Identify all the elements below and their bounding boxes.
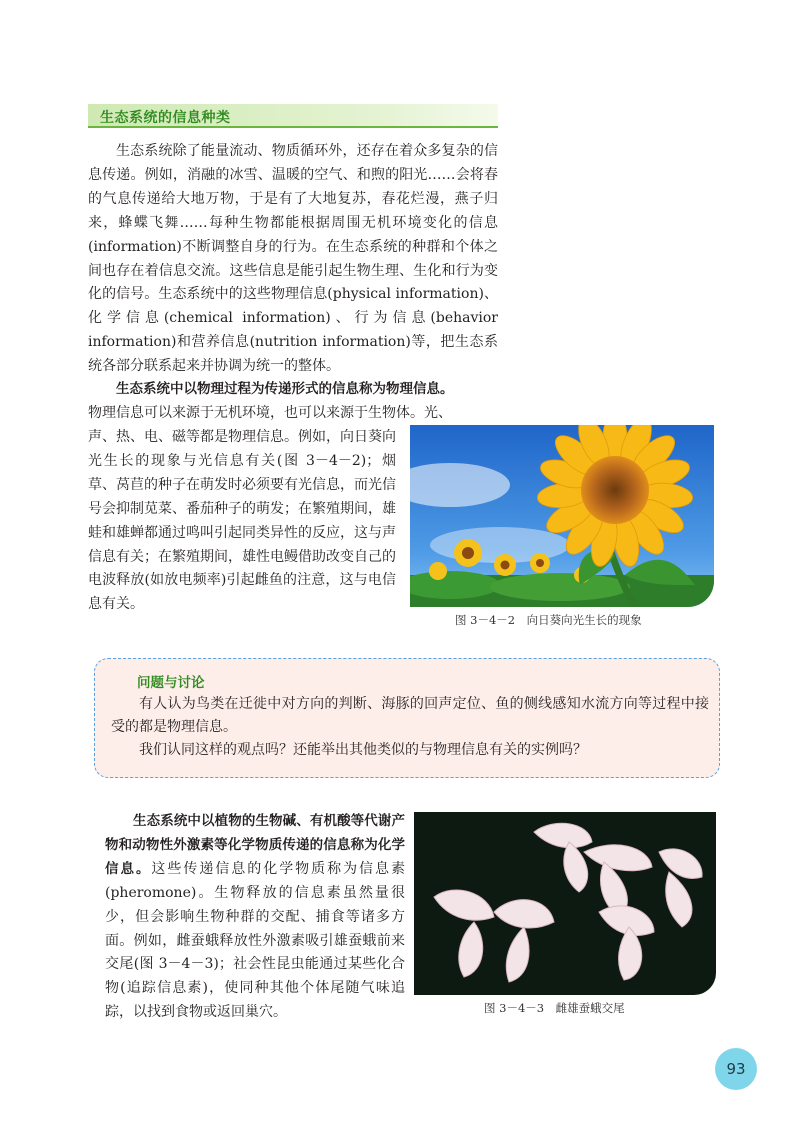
paragraph-intro-text: 生态系统除了能量流动、物质循环外，还存在着众多复杂的信息传递。例如，消融的冰雪、温暖的空气、和煦的阳光……会将春的气息传递给大地万物，于是有了大地复苏，春花烂漫，燕子归来，蜂蝶飞舞……每种生物都能根据周围无机环境变化的信息(information)不断调整自身的行为。在生态系统的种群和个体之间也存在着信息交流。这些信息是能引起生物生理、生化和行为变化的信号。生态系统中的这些物理信息(physical information)、化学信息(chemical information)、行为信息(behavior information)和营养信息(nutrition information)等，把生态系统各部分联系起来并协调为统一的整体。: [88, 143, 498, 375]
physical-info-definition: 生态系统中以物理过程为传递形式的信息称为物理信息。: [116, 381, 454, 397]
physical-info-source: 物理信息可以来源于无机环境，也可以来源于生物体。光、: [88, 404, 452, 421]
section-title: 生态系统的信息种类: [100, 110, 231, 126]
silkmoth-photo: [414, 812, 716, 995]
sunflower-caption: 图 3－4－2 向日葵向光生长的现象: [455, 613, 642, 627]
silkmoth-illustration: [414, 812, 716, 995]
discussion-body: [111, 693, 709, 762]
silkmoth-caption: 图 3－4－3 雌雄蚕蛾交尾: [484, 1001, 625, 1015]
section-header: [88, 104, 498, 128]
chemical-info-definition: 生态系统中以植物的生物碱、有机酸等代谢产物和动物性外激素等化学物质传递的信息称为化学信息。: [105, 813, 405, 877]
page-number: 93: [715, 1048, 757, 1090]
discussion-box: [94, 658, 720, 778]
discussion-title: 问题与讨论: [137, 675, 205, 691]
sunflower-illustration: [410, 425, 714, 607]
discussion-question-1: 有人认为鸟类在迁徙中对方向的判断、海豚的回声定位、鱼的侧线感知水流方向等过程中接受的都是物理信息。: [111, 696, 709, 735]
paragraph-physical-examples: 声、热、电、磁等都是物理信息。例如，向日葵向光生长的现象与光信息有关(图 3－4－2)；烟草、莴苣的种子在萌发时必须要有光信息，而光信号会抑制苋菜、番茄种子的萌发；在繁殖期间，雄蛙和雄蝉都通过鸣叫引起同类异性的反应，这与声信息有关；在繁殖期间，雄性电鳗借助改变自己的电波释放(如放电频率)引起雌鱼的注意，这与电信息有关。: [88, 429, 396, 613]
chemical-info-text: 这些传递信息的化学物质称为信息素(pheromone)。生物释放的信息素虽然量很少，但会影响生物种群的交配、捕食等诸多方面。例如，雌蚕蛾释放性外激素吸引雄蚕蛾前来交尾(图 3－4－3)；社会性昆虫能通过某些化合物(追踪信息素)，使同种其他个体尾随气味追踪，以找到食物或返回巢穴。: [105, 860, 406, 1021]
paragraph-intro: [88, 140, 498, 379]
paragraph-chemical-info: [105, 810, 405, 1025]
discussion-question-2: 我们认同这样的观点吗？还能举出其他类似的与物理信息有关的实例吗？: [139, 742, 587, 758]
sunflower-photo: [410, 425, 714, 607]
paragraph-physical-info: [88, 378, 498, 426]
